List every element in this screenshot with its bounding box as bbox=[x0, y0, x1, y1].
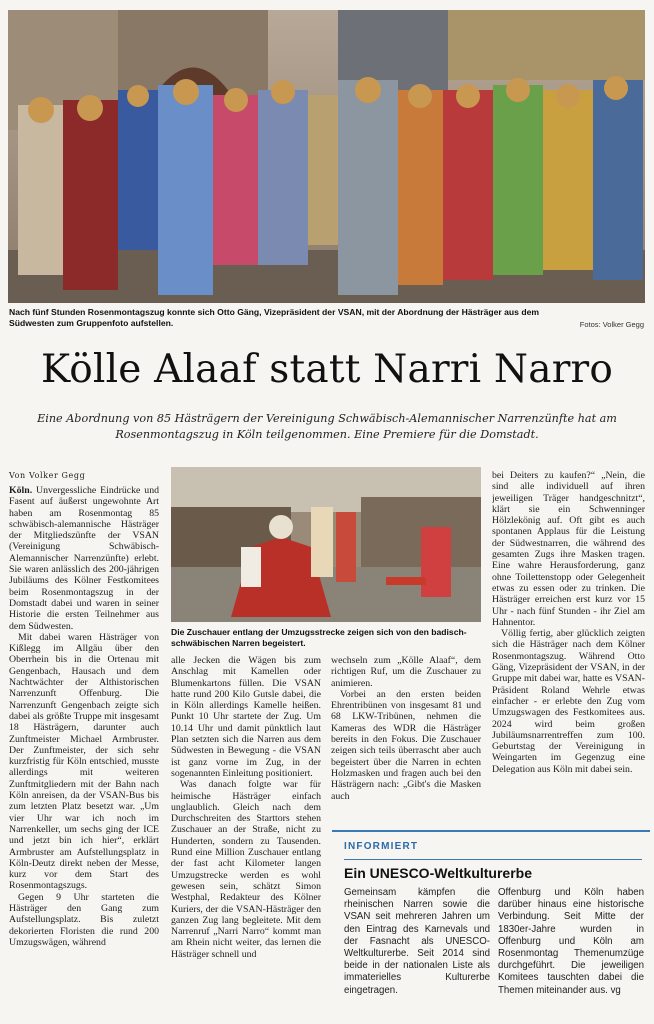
top-photo bbox=[8, 10, 645, 303]
paragraph: Völlig fertig, aber glücklich zeigten sich die Hästräger nach dem Kölner Rosenmontagszug. Während Otto Gäng, Vizepräsident der VSAN, in der Gruppe mit dabei war, hatte es VSAN-Präsident Roland Wehrle etwas einfacher - er erlebte den Zug vom Umzugswagen des Festkomitees aus. 2024 wird beim großen Jubiläumsnarrentreffen zum 100. Geburtstag der Vereinigung in Weingarten im Gegenzug eine Delegation aus Köln mit dabei sein. bbox=[492, 628, 645, 775]
info-box-label: INFORMIERT bbox=[344, 841, 419, 852]
paragraph: Vorbei an den ersten beiden Ehrentribünen von insgesamt 81 und 68 LKW-Tribünen, nehmen die Kameras des WDR die Hästräger bereits in den Fokus. Die Zuschauer zeigen sich teils überrascht aber auch begeistert über die Narren in echten Holzmasken und fragen auch bei den Hästrägern nach: „Gibt's die Masken auch bbox=[331, 688, 481, 802]
paragraph: bei Deiters zu kaufen?“ „Nein, die sind alle individuell auf ihren jeweiligen Träger handgeschnitzt“, klärt sie ein Schwenninger Hölzlekönig auf. Oft gibt es auch spontanen Applaus für die Leistung der Südwestnarren, die während des gesamten Zugs ihre Masken tragen. Eine wahre Herausforderung, ganz ohne Toilettenstopp oder Gelegenheit etwas zu essen oder zu trinken. Die Hästräger erreichen erst kurz vor 15 Uhr - nach fünf Stunden - ihr Ziel am Hahnentor. bbox=[492, 470, 645, 628]
paragraph: Gegen 9 Uhr starteten die Hästräger den Gang zum Aufstellungsplatz. Bis zuletzt dekorierten Floristen die rund 200 Umzugswägen, während bbox=[9, 891, 159, 948]
dateline: Köln. bbox=[9, 485, 33, 496]
top-photo-caption: Nach fünf Stunden Rosenmontagszug konnte sich Otto Gäng, Vizepräsident der VSAN, mit der Abordnung der Hästräger aus dem Südwesten zum Gruppenfoto aufstellen. bbox=[9, 307, 540, 328]
paragraph: Köln. Unvergessliche Eindrücke und Fasent auf äußerst ungewohnte Art haben am Rosenmontag 85 schwäbisch-alemannische Hästräger der Mitgliedszünfte der VSAN (Vereinigung Schwäbisch-Alemannischer Narrenzünfte) erlebt. Sie waren anlässlich des 200-jährigen Jubiläums des Kölner Festkomitees beim Rosenmontagszug in der Domstadt dabei und waren in seiner Historie die ersten Teilnehmer aus dem Südwesten. bbox=[9, 485, 159, 632]
info-box-title: Ein UNESCO-Weltkulturerbe bbox=[344, 865, 532, 881]
byline: Von Volker Gegg bbox=[9, 471, 86, 480]
info-box bbox=[332, 830, 650, 1022]
headline: Kölle Alaaf statt Narri Narro bbox=[40, 347, 614, 392]
article-column-3 bbox=[331, 655, 481, 825]
info-box-divider bbox=[344, 859, 642, 860]
article-column-2 bbox=[171, 655, 321, 1020]
paragraph: Mit dabei waren Hästräger von Kißlegg im Allgäu über den Oberrhein bis in die Ortenau mit Gengenbach, Hausach und dem Nachtwächter der Althistorischen Narrenzunft Offenburg. Die Narrenzunft Gengenbach zeigte sich dabei als größte Truppe mit insgesamt 18 Hästrägern, darunter auch Zunftmeister Michael Armbruster. Der Zunftmeister, der sich sehr kurzfristig für Köln entschied, musste allerdings mit weiteren Zunftmitgliedern mit der Bahn nach Köln anreisen, da der VSAN-Bus bis zum letzten Platz besetzt war. „Um vier Uhr war ich noch im Narrenkeller, um sechs ging der ICE und jetzt bin ich hier“, erklärt Armbruster am Aufstellungsplatz in Köln-Deutz direkt neben der Messe, kurz vor dem Start des Rosenmontagszugs. bbox=[9, 631, 159, 892]
photo-credit: Fotos: Volker Gegg bbox=[579, 320, 644, 329]
deck: Eine Abordnung von 85 Hästrägern der Vereinigung Schwäbisch-Alemannischer Narrenzünfte hat am Rosenmontagszug in Köln teilgenommen. Eine Premiere für die Domstadt. bbox=[37, 412, 617, 441]
article-column-4 bbox=[492, 470, 645, 825]
info-box-text-right: Offenburg und Köln haben darüber hinaus eine historische Verbindung. Seit Mitte der 1830er-Jahre wurden in Offenburg und Köln am Rosenmontag Themenumzüge durchgeführt. Die jeweiligen Komitees tauschten dabei die Themen miteinander aus. vg bbox=[498, 887, 644, 996]
article-column-1 bbox=[9, 485, 159, 1020]
paragraph: wechseln zum „Kölle Alaaf“, dem richtigen Ruf, um die Zuschauer zu animieren. bbox=[331, 655, 481, 689]
paragraph: alle Jecken die Wägen bis zum Anschlag mit Kamellen oder Blumenkartons füllen. Die VSAN hatte rund 200 Kilo Gutsle dabei, die in Köln allerdings Kamelle heißen. Punkt 10 Uhr startete der Zug. Um 10.14 Uhr und damit pünktlich laut Plan setzten sich die Narren aus dem Südwesten in Bewegung - die VSAN ist ganz vorne im Zug, in der sogenannten Einleitung positioniert. bbox=[171, 655, 321, 779]
paragraph: Was danach folgte war für heimische Hästräger einfach unglaublich. Gleich nach dem Durchschreiten des Starttors stehen Zuschauer an der Straße, nicht zu Hunderten, sondern zu Tausenden. Rund eine Million Zuschauer entlang der fast acht Kilometer langen Umzugstrecke werden es wohl gewesen sein, schätzt Simon Westphal, Redakteur des Kölner Kuriers, der die VSAN-Hästräger den ganzen Zug lang begleitete. Mit dem Narrenruf „Narri Narro“ kommt man am Rhein nicht weiter, das lernen die Hästräger schnell und bbox=[171, 779, 321, 960]
author-initials: vg bbox=[610, 984, 621, 996]
middle-photo bbox=[171, 467, 481, 622]
info-box-text-left: Gemeinsam kämpfen die rheinischen Narren sowie die VSAN seit mehreren Jahren um den Eintrag des Karnevals und der Fasnacht als UNESCO-Weltkulturerbe. Seit 2014 sind beide in der nationalen Liste als immaterielles Kulturerbe eingetragen. bbox=[344, 887, 490, 996]
middle-photo-caption: Die Zuschauer entlang der Umzugsstrecke zeigen sich von den badisch-schwäbischen Narren begeistert. bbox=[171, 627, 467, 648]
